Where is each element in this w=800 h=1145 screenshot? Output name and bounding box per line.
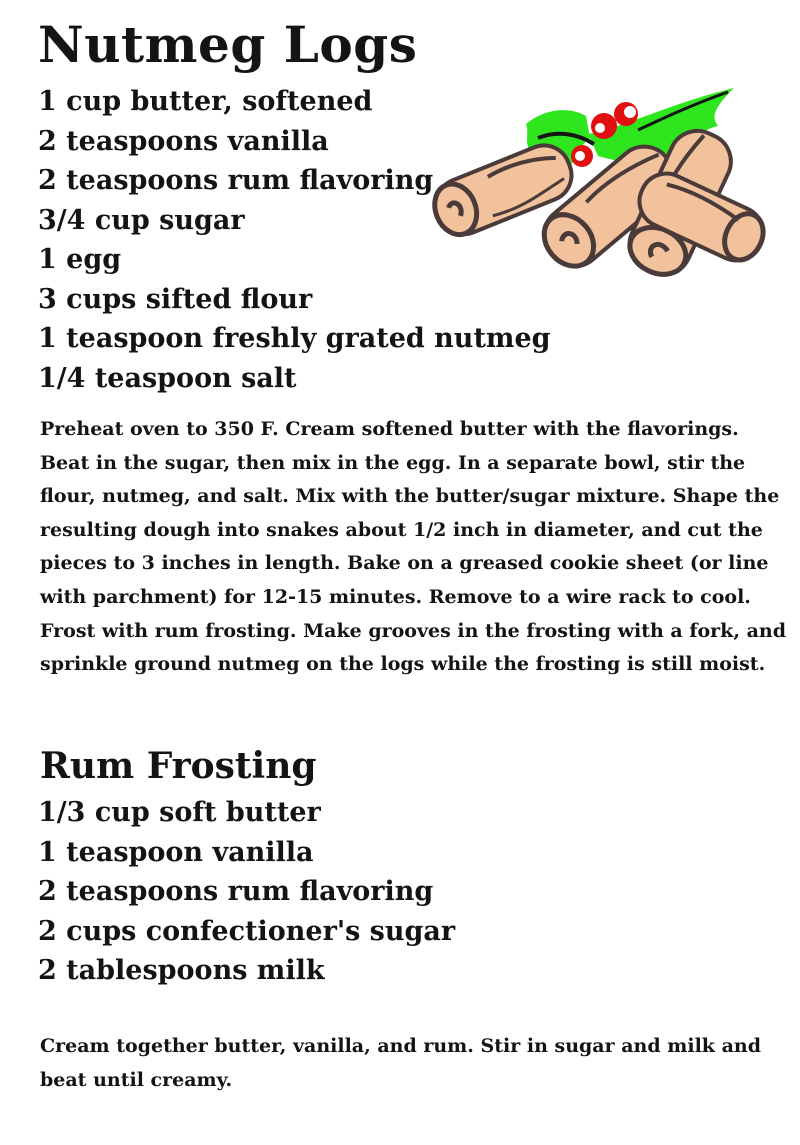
frosting-ingredient-item: 2 cups confectioner's sugar	[38, 915, 456, 947]
nutmeg-logs-holly-icon	[398, 86, 790, 278]
ingredient-item: 1 cup butter, softened	[38, 86, 373, 117]
berry-highlight	[575, 151, 585, 161]
frosting-ingredient-item: 2 teaspoons rum flavoring	[38, 876, 434, 907]
frosting-title: Rum Frosting	[40, 745, 317, 787]
frosting-method: Cream together butter, vanilla, and rum. Stir in sugar and milk and beat until creamy.	[40, 1035, 761, 1091]
frosting-ingredient-item: 1 teaspoon vanilla	[38, 836, 314, 868]
frosting-ingredient-item: 1/3 cup soft butter	[38, 797, 321, 828]
ingredient-item: 2 teaspoons vanilla	[38, 125, 329, 157]
ingredient-item: 3 cups sifted flour	[38, 283, 313, 315]
ingredient-item: 2 teaspoons rum flavoring	[38, 165, 434, 196]
frosting-ingredient-list	[38, 793, 455, 991]
ingredient-item: 3/4 cup sugar	[38, 204, 245, 236]
recipe-method: Preheat oven to 350 F. Cream softened butter with the flavorings. Beat in the sugar, then mix in the egg. In a separate bowl, stir the flour, nutmeg, and salt. Mix with the butter/sugar mixture. Shape the resulting dough into snakes about 1/2 inch in diameter, and cut the pieces to 3 inches in length. Bake on a greased cookie sheet (or line with parchment) for 12-15 minutes. Remove to a wire rack to cool. Frost with rum frosting. Make grooves in the frosting with a fork, and sprinkle ground nutmeg on the logs while the frosting is still moist.	[40, 418, 786, 676]
frosting-ingredient-item: 2 tablespoons milk	[38, 955, 325, 986]
berry-highlight	[595, 123, 605, 133]
ingredient-item: 1 teaspoon freshly grated nutmeg	[38, 323, 551, 354]
ingredient-item: 1 egg	[38, 244, 122, 275]
recipe-title: Nutmeg Logs	[38, 15, 418, 74]
berry-highlight	[624, 106, 636, 118]
ingredient-item: 1/4 teaspoon salt	[38, 362, 297, 394]
